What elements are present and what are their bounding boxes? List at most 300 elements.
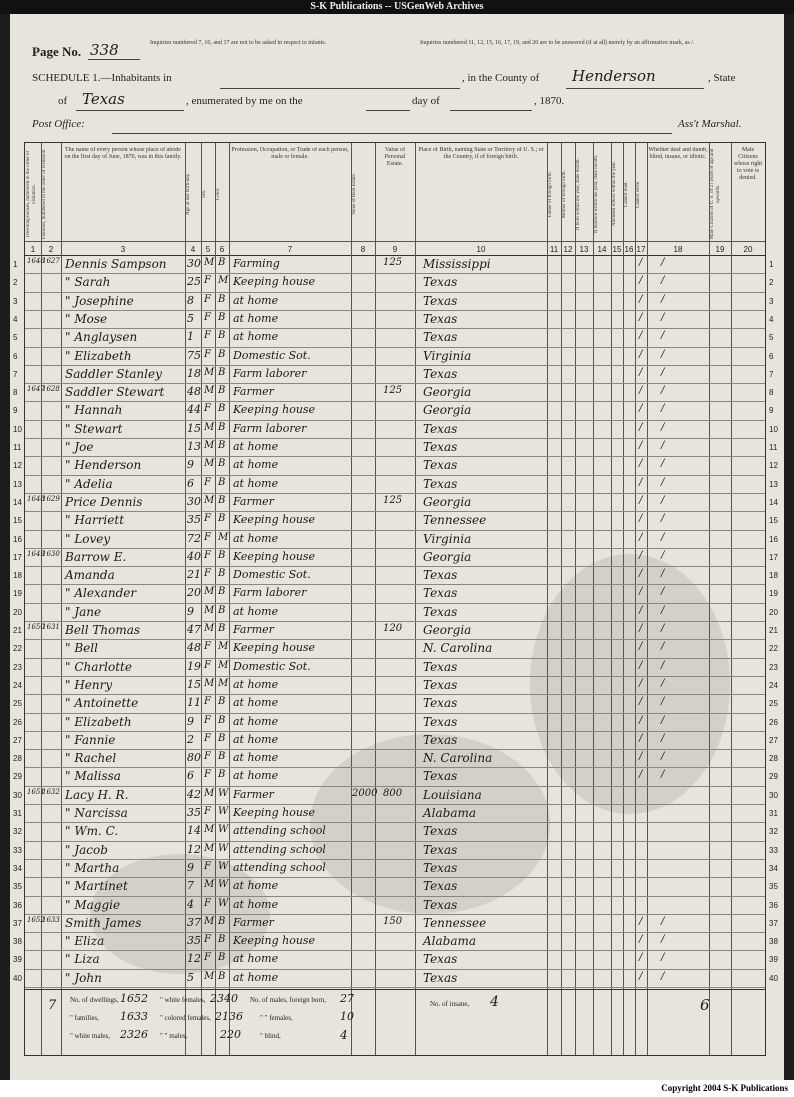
- cannot-write-mark: /: [661, 275, 665, 287]
- person-name: " John: [65, 970, 102, 985]
- copyright-notice: Copyright 2004 S-K Publications: [661, 1083, 788, 1093]
- birth-place: Texas: [423, 586, 458, 601]
- column-header-15: Attended school within the year.: [612, 161, 617, 227]
- person-age: 15: [187, 677, 201, 691]
- row-number-right: 29: [769, 772, 778, 782]
- person-sex: F: [204, 751, 211, 763]
- row-number-left: 3: [13, 296, 18, 306]
- column-number-10: 10: [476, 245, 486, 254]
- birth-place: Texas: [423, 952, 458, 967]
- person-name: " Henry: [65, 677, 113, 692]
- person-occupation: at home: [233, 732, 279, 746]
- row-number-right: 1: [769, 260, 774, 269]
- person-name: Dennis Sampson: [65, 257, 167, 271]
- foreign-born-total: 27: [340, 992, 354, 1005]
- person-sex: F: [204, 732, 211, 744]
- person-occupation: at home: [233, 293, 279, 307]
- cannot-read-mark: /: [639, 440, 643, 451]
- column-number-8: 8: [360, 245, 366, 254]
- person-sex: F: [204, 568, 211, 580]
- row-number-right: 37: [769, 918, 778, 928]
- dwellings-total: 1652: [120, 992, 148, 1005]
- birth-place: Texas: [423, 970, 458, 985]
- row-number-right: 27: [769, 735, 778, 745]
- person-name: Lacy H. R.: [65, 787, 129, 802]
- column-divider: [731, 143, 732, 1055]
- row-number-left: 9: [13, 406, 18, 416]
- foreign-born-label: No. of males, foreign born,: [250, 996, 327, 1004]
- person-name: " Maggie: [65, 897, 121, 912]
- birth-place: Texas: [423, 293, 458, 308]
- person-age: 7: [187, 879, 194, 893]
- row-divider: [25, 347, 765, 348]
- column-number-9: 9: [392, 245, 398, 254]
- cannot-read-mark: /: [639, 677, 643, 689]
- row-divider: [25, 859, 765, 860]
- cannot-read-mark: /: [639, 568, 643, 580]
- cannot-write-mark: /: [661, 330, 665, 342]
- person-occupation: Farmer: [233, 623, 274, 636]
- row-divider: [25, 273, 765, 274]
- state-label: , State: [708, 72, 736, 84]
- birth-place: Texas: [423, 732, 458, 747]
- birth-place: Texas: [423, 604, 458, 619]
- row-number-right: 7: [769, 369, 774, 379]
- person-name: " Malissa: [65, 769, 121, 784]
- dwelling-number: 1652: [27, 915, 45, 924]
- birth-place: Georgia: [423, 403, 472, 418]
- row-number-right: 13: [769, 479, 778, 489]
- birth-place: Texas: [423, 696, 458, 711]
- row-number-left: 15: [13, 516, 22, 526]
- person-age: 25: [187, 275, 201, 289]
- tally-citizens-count: 6: [700, 996, 710, 1014]
- row-number-left: 4: [13, 314, 18, 324]
- family-number: 1628: [42, 385, 60, 394]
- row-divider: [25, 365, 765, 366]
- birth-place: N. Carolina: [423, 641, 493, 656]
- person-occupation: Farmer: [233, 494, 274, 508]
- person-age: 42: [187, 787, 201, 801]
- column-number-12: 12: [563, 245, 573, 254]
- person-sex: M: [204, 257, 215, 268]
- birth-place: Tennessee: [423, 513, 487, 528]
- person-sex: F: [204, 934, 211, 946]
- row-number-right: 28: [769, 754, 778, 764]
- personal-estate-value: 120: [383, 623, 403, 634]
- column-number-20: 20: [743, 245, 753, 254]
- cannot-read-mark: /: [639, 659, 643, 671]
- person-age: 37: [187, 915, 201, 929]
- cannot-write-mark: /: [661, 385, 665, 397]
- family-number: 1633: [42, 915, 60, 924]
- cannot-read-mark: /: [639, 751, 643, 763]
- birth-place: Mississippi: [423, 257, 491, 271]
- person-age: 14: [187, 824, 201, 838]
- column-header-16: Cannot read.: [624, 181, 629, 207]
- real-estate-value: 2000: [352, 787, 378, 799]
- column-divider: [375, 143, 376, 1055]
- cannot-write-mark: /: [661, 769, 665, 781]
- person-name: Smith James: [65, 915, 142, 930]
- row-divider: [25, 603, 765, 604]
- birth-place: Texas: [423, 330, 458, 345]
- person-name: " Harriett: [65, 513, 125, 528]
- person-sex: F: [204, 513, 211, 525]
- person-age: 6: [187, 769, 194, 783]
- column-header-5: Sex.: [202, 189, 207, 199]
- row-number-left: 28: [13, 754, 22, 764]
- row-number-left: 30: [13, 790, 22, 800]
- blind-label: " blind,: [260, 1032, 281, 1040]
- person-color: B: [218, 403, 226, 415]
- birth-place: Texas: [423, 677, 458, 692]
- person-name: " Alexander: [65, 586, 137, 601]
- row-number-left: 14: [13, 497, 22, 507]
- birth-place: Texas: [423, 824, 458, 839]
- person-color: W: [218, 860, 229, 872]
- person-name: Barrow E.: [65, 549, 127, 564]
- person-name: " Henderson: [65, 458, 142, 473]
- person-sex: M: [204, 970, 215, 982]
- dwellings-label: No. of dwellings,: [70, 996, 119, 1004]
- family-number: 1629: [42, 494, 60, 503]
- person-name: Saddler Stanley: [65, 366, 162, 381]
- archive-banner: S-K Publications -- USGenWeb Archives: [0, 0, 794, 14]
- cannot-read-mark: /: [639, 934, 643, 946]
- person-age: 8: [187, 293, 194, 307]
- column-number-14: 14: [597, 245, 607, 254]
- birth-place: Texas: [423, 897, 458, 912]
- cannot-read-mark: /: [639, 952, 643, 964]
- person-age: 30: [187, 494, 201, 508]
- row-number-right: 35: [769, 882, 778, 892]
- person-sex: M: [204, 842, 215, 854]
- birth-place: Georgia: [423, 549, 472, 564]
- person-age: 35: [187, 806, 201, 819]
- row-divider: [25, 713, 765, 714]
- person-occupation: at home: [233, 769, 279, 783]
- person-occupation: Keeping house: [233, 549, 316, 563]
- person-name: Saddler Stewart: [65, 385, 165, 400]
- row-number-left: 36: [13, 900, 22, 910]
- cannot-read-mark: /: [639, 275, 643, 287]
- cannot-read-mark: /: [639, 586, 643, 598]
- person-color: B: [218, 714, 226, 726]
- person-name: " Wm. C.: [65, 824, 119, 839]
- column-number-5: 5: [205, 245, 211, 254]
- column-header-6: Color.: [216, 187, 221, 201]
- person-name: " Fannie: [65, 732, 116, 747]
- person-age: 1: [187, 330, 194, 344]
- person-occupation: at home: [233, 677, 279, 691]
- row-number-right: 12: [769, 461, 778, 471]
- row-divider: [25, 896, 765, 897]
- column-divider: [623, 143, 624, 1055]
- cannot-write-mark: /: [661, 531, 665, 543]
- family-number: 1631: [42, 623, 60, 631]
- person-occupation: at home: [233, 952, 279, 966]
- column-divider: [647, 143, 648, 1055]
- person-occupation: attending school: [233, 824, 326, 838]
- row-number-right: 18: [769, 571, 778, 581]
- row-number-left: 31: [13, 809, 22, 818]
- cannot-write-mark: /: [661, 641, 665, 653]
- person-name: " Charlotte: [65, 659, 132, 674]
- person-sex: F: [204, 641, 211, 653]
- row-number-left: 6: [13, 351, 18, 361]
- person-color: B: [218, 458, 226, 470]
- column-divider: [229, 143, 230, 1055]
- person-age: 72: [187, 531, 201, 545]
- row-number-right: 36: [769, 900, 778, 910]
- person-occupation: Domestic Sot.: [233, 348, 311, 362]
- column-number-16: 16: [624, 245, 634, 254]
- row-number-right: 25: [769, 699, 778, 709]
- row-number-right: 19: [769, 589, 778, 599]
- person-color: B: [218, 440, 226, 451]
- person-name: " Hannah: [65, 403, 123, 418]
- cannot-read-mark: /: [639, 385, 643, 397]
- column-number-3: 3: [120, 245, 126, 254]
- row-number-left: 38: [13, 937, 22, 947]
- row-number-left: 2: [13, 278, 18, 288]
- cannot-read-mark: /: [639, 513, 643, 525]
- column-number-15: 15: [612, 245, 622, 254]
- person-occupation: at home: [233, 714, 279, 728]
- cannot-read-mark: /: [639, 330, 643, 342]
- person-color: B: [218, 293, 226, 305]
- column-number-11: 11: [549, 245, 559, 254]
- person-occupation: Domestic Sot.: [233, 568, 311, 582]
- row-number-right: 5: [769, 333, 774, 343]
- row-number-left: 40: [13, 973, 22, 983]
- row-divider: [25, 786, 765, 787]
- of-label: of: [58, 95, 68, 107]
- person-occupation: at home: [233, 897, 279, 911]
- family-number: 1630: [42, 549, 60, 558]
- row-number-left: 5: [13, 333, 18, 343]
- page-number: 338: [90, 41, 119, 59]
- row-number-left: 7: [13, 369, 18, 379]
- instructions-left: Inquiries numbered 7, 16, and 17 are not to be asked in respect to infants.: [150, 40, 327, 46]
- person-color: B: [218, 970, 226, 982]
- person-sex: F: [204, 714, 211, 726]
- row-number-right: 34: [769, 863, 778, 873]
- column-number-7: 7: [287, 245, 293, 254]
- row-number-right: 15: [769, 516, 778, 526]
- row-number-left: 26: [13, 717, 22, 727]
- person-age: 47: [187, 623, 201, 636]
- column-divider: [709, 143, 710, 1055]
- row-number-left: 37: [13, 918, 22, 928]
- person-occupation: at home: [233, 604, 279, 618]
- birth-place: Texas: [423, 421, 458, 436]
- dwelling-number: 1651: [27, 787, 45, 796]
- birth-place: Texas: [423, 879, 458, 894]
- person-name: " Joe: [65, 440, 94, 454]
- person-age: 44: [187, 403, 201, 417]
- person-sex: M: [204, 824, 215, 836]
- person-occupation: Farm laborer: [233, 586, 307, 600]
- cannot-write-mark: /: [661, 440, 665, 451]
- row-number-right: 39: [769, 955, 778, 965]
- insane-total: 4: [490, 994, 499, 1010]
- page-number-label: Page No.: [32, 44, 82, 59]
- person-age: 75: [187, 348, 201, 362]
- person-age: 12: [187, 952, 201, 966]
- person-name: " Mose: [65, 311, 108, 326]
- person-sex: M: [204, 879, 215, 891]
- families-total: 1633: [120, 1010, 148, 1023]
- colored-females-label: " colored females,: [160, 1014, 211, 1022]
- row-number-left: 23: [13, 662, 22, 672]
- person-occupation: at home: [233, 311, 279, 325]
- person-color: B: [218, 568, 226, 580]
- cannot-read-mark: /: [639, 714, 643, 726]
- person-name: " Bell: [65, 641, 98, 656]
- cannot-read-mark: /: [639, 311, 643, 323]
- families-label: " families,: [70, 1014, 99, 1022]
- cannot-read-mark: /: [639, 970, 643, 982]
- row-number-left: 17: [13, 552, 22, 562]
- person-sex: F: [204, 311, 211, 323]
- person-name: " Elizabeth: [65, 714, 132, 729]
- row-number-left: 16: [13, 534, 22, 544]
- cannot-read-mark: /: [639, 549, 643, 561]
- person-color: M: [218, 677, 229, 689]
- person-color: B: [218, 366, 226, 378]
- person-occupation: at home: [233, 879, 279, 893]
- person-name: " Liza: [65, 952, 100, 967]
- row-number-left: 27: [13, 735, 22, 745]
- person-sex: F: [204, 330, 211, 342]
- person-color: B: [218, 769, 226, 781]
- person-color: W: [218, 879, 229, 891]
- cannot-write-mark: /: [661, 366, 665, 378]
- person-age: 48: [187, 385, 201, 399]
- year-label: , 1870.: [534, 95, 565, 107]
- row-divider: [25, 493, 765, 494]
- cannot-write-mark: /: [661, 568, 665, 580]
- row-number-left: 29: [13, 772, 22, 782]
- birth-place: Louisiana: [423, 787, 482, 802]
- cannot-read-mark: /: [639, 293, 643, 305]
- row-number-right: 9: [769, 406, 774, 416]
- cannot-read-mark: /: [639, 458, 643, 470]
- personal-estate-value: 800: [383, 787, 403, 799]
- row-number-right: 2: [769, 278, 774, 288]
- dwelling-number: 1646: [27, 257, 45, 265]
- person-age: 19: [187, 659, 201, 673]
- row-number-left: 20: [13, 607, 22, 617]
- person-sex: F: [204, 696, 211, 708]
- person-color: B: [218, 586, 226, 598]
- person-occupation: attending school: [233, 842, 326, 856]
- person-sex: M: [204, 677, 215, 689]
- cannot-write-mark: /: [661, 586, 665, 598]
- family-number: 1632: [42, 787, 60, 796]
- cannot-write-mark: /: [661, 257, 665, 268]
- person-age: 11: [187, 696, 201, 710]
- row-number-right: 17: [769, 552, 778, 562]
- cannot-write-mark: /: [661, 494, 665, 506]
- person-color: W: [218, 897, 229, 909]
- row-divider: [25, 749, 765, 750]
- row-divider: [25, 987, 765, 988]
- birth-place: Texas: [423, 568, 458, 583]
- person-sex: F: [204, 952, 211, 964]
- person-name: " Eliza: [65, 934, 105, 949]
- row-divider: [25, 420, 765, 421]
- column-header-2: Families, numbered in the order of visitation.: [42, 148, 47, 240]
- day-of-label: day of: [412, 95, 440, 107]
- row-number-left: 24: [13, 680, 22, 690]
- person-sex: F: [204, 275, 211, 287]
- person-age: 21: [187, 568, 201, 582]
- cannot-write-mark: /: [661, 970, 665, 982]
- person-age: 35: [187, 934, 201, 948]
- person-occupation: Keeping house: [233, 934, 316, 948]
- county-label: , in the County of: [462, 72, 540, 84]
- row-divider: [25, 639, 765, 640]
- person-color: B: [218, 513, 226, 525]
- person-sex: M: [204, 623, 215, 634]
- row-divider: [25, 475, 765, 476]
- cannot-write-mark: /: [661, 513, 665, 525]
- row-number-right: 6: [769, 351, 774, 361]
- cannot-read-mark: /: [639, 769, 643, 781]
- person-age: 35: [187, 513, 201, 527]
- row-divider: [25, 841, 765, 842]
- row-divider: [25, 877, 765, 878]
- column-divider: [635, 143, 636, 1055]
- row-number-left: 21: [13, 626, 22, 635]
- person-color: B: [218, 623, 226, 634]
- person-age: 12: [187, 842, 201, 856]
- person-sex: F: [204, 293, 211, 305]
- person-sex: M: [204, 494, 215, 506]
- person-sex: M: [204, 385, 215, 397]
- person-occupation: Keeping house: [233, 641, 316, 655]
- person-occupation: Keeping house: [233, 513, 316, 527]
- row-number-right: 30: [769, 790, 778, 800]
- column-divider: [351, 143, 352, 1055]
- row-number-right: 20: [769, 607, 778, 617]
- marshal-label: Ass't Marshal.: [678, 118, 742, 130]
- row-number-left: 1: [13, 260, 18, 269]
- white-females-total: 2340: [210, 992, 238, 1005]
- cannot-read-mark: /: [639, 494, 643, 506]
- person-color: W: [218, 787, 229, 799]
- column-header-12: Mother of foreign birth.: [562, 170, 567, 218]
- column-header-13: If born within the year, state month.: [576, 158, 581, 230]
- person-age: 6: [187, 476, 194, 490]
- person-color: B: [218, 934, 226, 946]
- person-color: B: [218, 476, 226, 488]
- personal-estate-value: 125: [383, 385, 403, 397]
- county-name: Henderson: [572, 67, 656, 85]
- row-number-left: 13: [13, 479, 22, 489]
- row-divider: [25, 530, 765, 531]
- row-number-left: 34: [13, 863, 22, 873]
- column-header-1: Dwelling-houses, numbered in the order of visitation.: [26, 150, 37, 238]
- row-number-right: 3: [769, 296, 774, 306]
- birth-place: Texas: [423, 476, 458, 491]
- row-number-right: 40: [769, 973, 778, 983]
- person-color: B: [218, 549, 226, 561]
- row-number-left: 19: [13, 589, 22, 599]
